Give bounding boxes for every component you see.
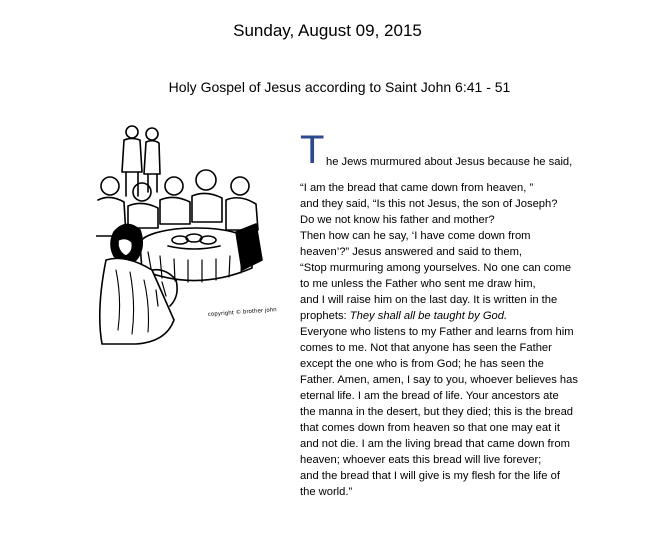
passage-opening-text: he Jews murmured about Jesus because he said, [326, 156, 573, 168]
passage-line: comes to me. Not that anyone has seen the Father [300, 342, 552, 354]
passage-line: to me unless the Father who sent me draw him, [300, 278, 536, 290]
passage-line: and the bread that I will give is my flesh for the life of [300, 470, 560, 482]
passage-line: and they said, “Is this not Jesus, the son of Joseph? [300, 198, 558, 210]
passage-line: that comes down from heaven so that one may eat it [300, 422, 560, 434]
passage-line: eternal life. I am the bread of life. Your ancestors ate [300, 390, 559, 402]
standing-disciple-right [144, 128, 160, 192]
date-heading: Sunday, August 09, 2015 [233, 21, 422, 40]
seated-disciple-2 [128, 183, 158, 228]
seated-disciple-4 [192, 170, 222, 222]
passage-line: and I will raise him on the last day. It is written in the [300, 294, 558, 306]
prophets-prefix: prophets: [300, 310, 350, 322]
prophets-quote: They shall all be taught by God. [349, 310, 508, 322]
passage-line: “I am the bread that came down from heaven, ” [300, 182, 534, 194]
passage-line: heaven’?” Jesus answered and said to them, [300, 246, 523, 258]
passage-line: heaven; whoever eats this bread will live forever; [300, 454, 542, 466]
standing-disciple-left [122, 126, 142, 196]
passage-line: Everyone who listens to my Father and learns from him [300, 326, 574, 338]
passage-first-line [300, 130, 650, 170]
gospel-illustration [96, 120, 286, 345]
gospel-reference-title: Holy Gospel of Jesus according to Saint John 6:41 - 51 [168, 79, 511, 95]
illustration-signature: copyright © brother john [207, 307, 277, 318]
gospel-passage [300, 130, 650, 500]
passage-line: and not die. I am the living bread that came down from [300, 438, 570, 450]
seated-disciple-3 [160, 177, 190, 224]
passage-line: “Stop murmuring among yourselves. No one can come [300, 262, 572, 274]
passage-line: Father. Amen, amen, I say to you, whoever believes has [300, 374, 578, 386]
drop-cap: T [300, 128, 325, 172]
passage-line: Do we not know his father and mother? [300, 214, 495, 226]
passage-line: the manna in the desert, but they died; this is the bread [300, 406, 574, 418]
passage-line: except the one who is from God; he has seen the [300, 358, 544, 370]
passage-line: the world.” [300, 486, 353, 498]
passage-line-prophets [300, 308, 650, 324]
passage-line: Then how can he say, ‘I have come down from [300, 230, 531, 242]
round-table [140, 228, 252, 282]
seated-disciple-5 [226, 177, 258, 230]
